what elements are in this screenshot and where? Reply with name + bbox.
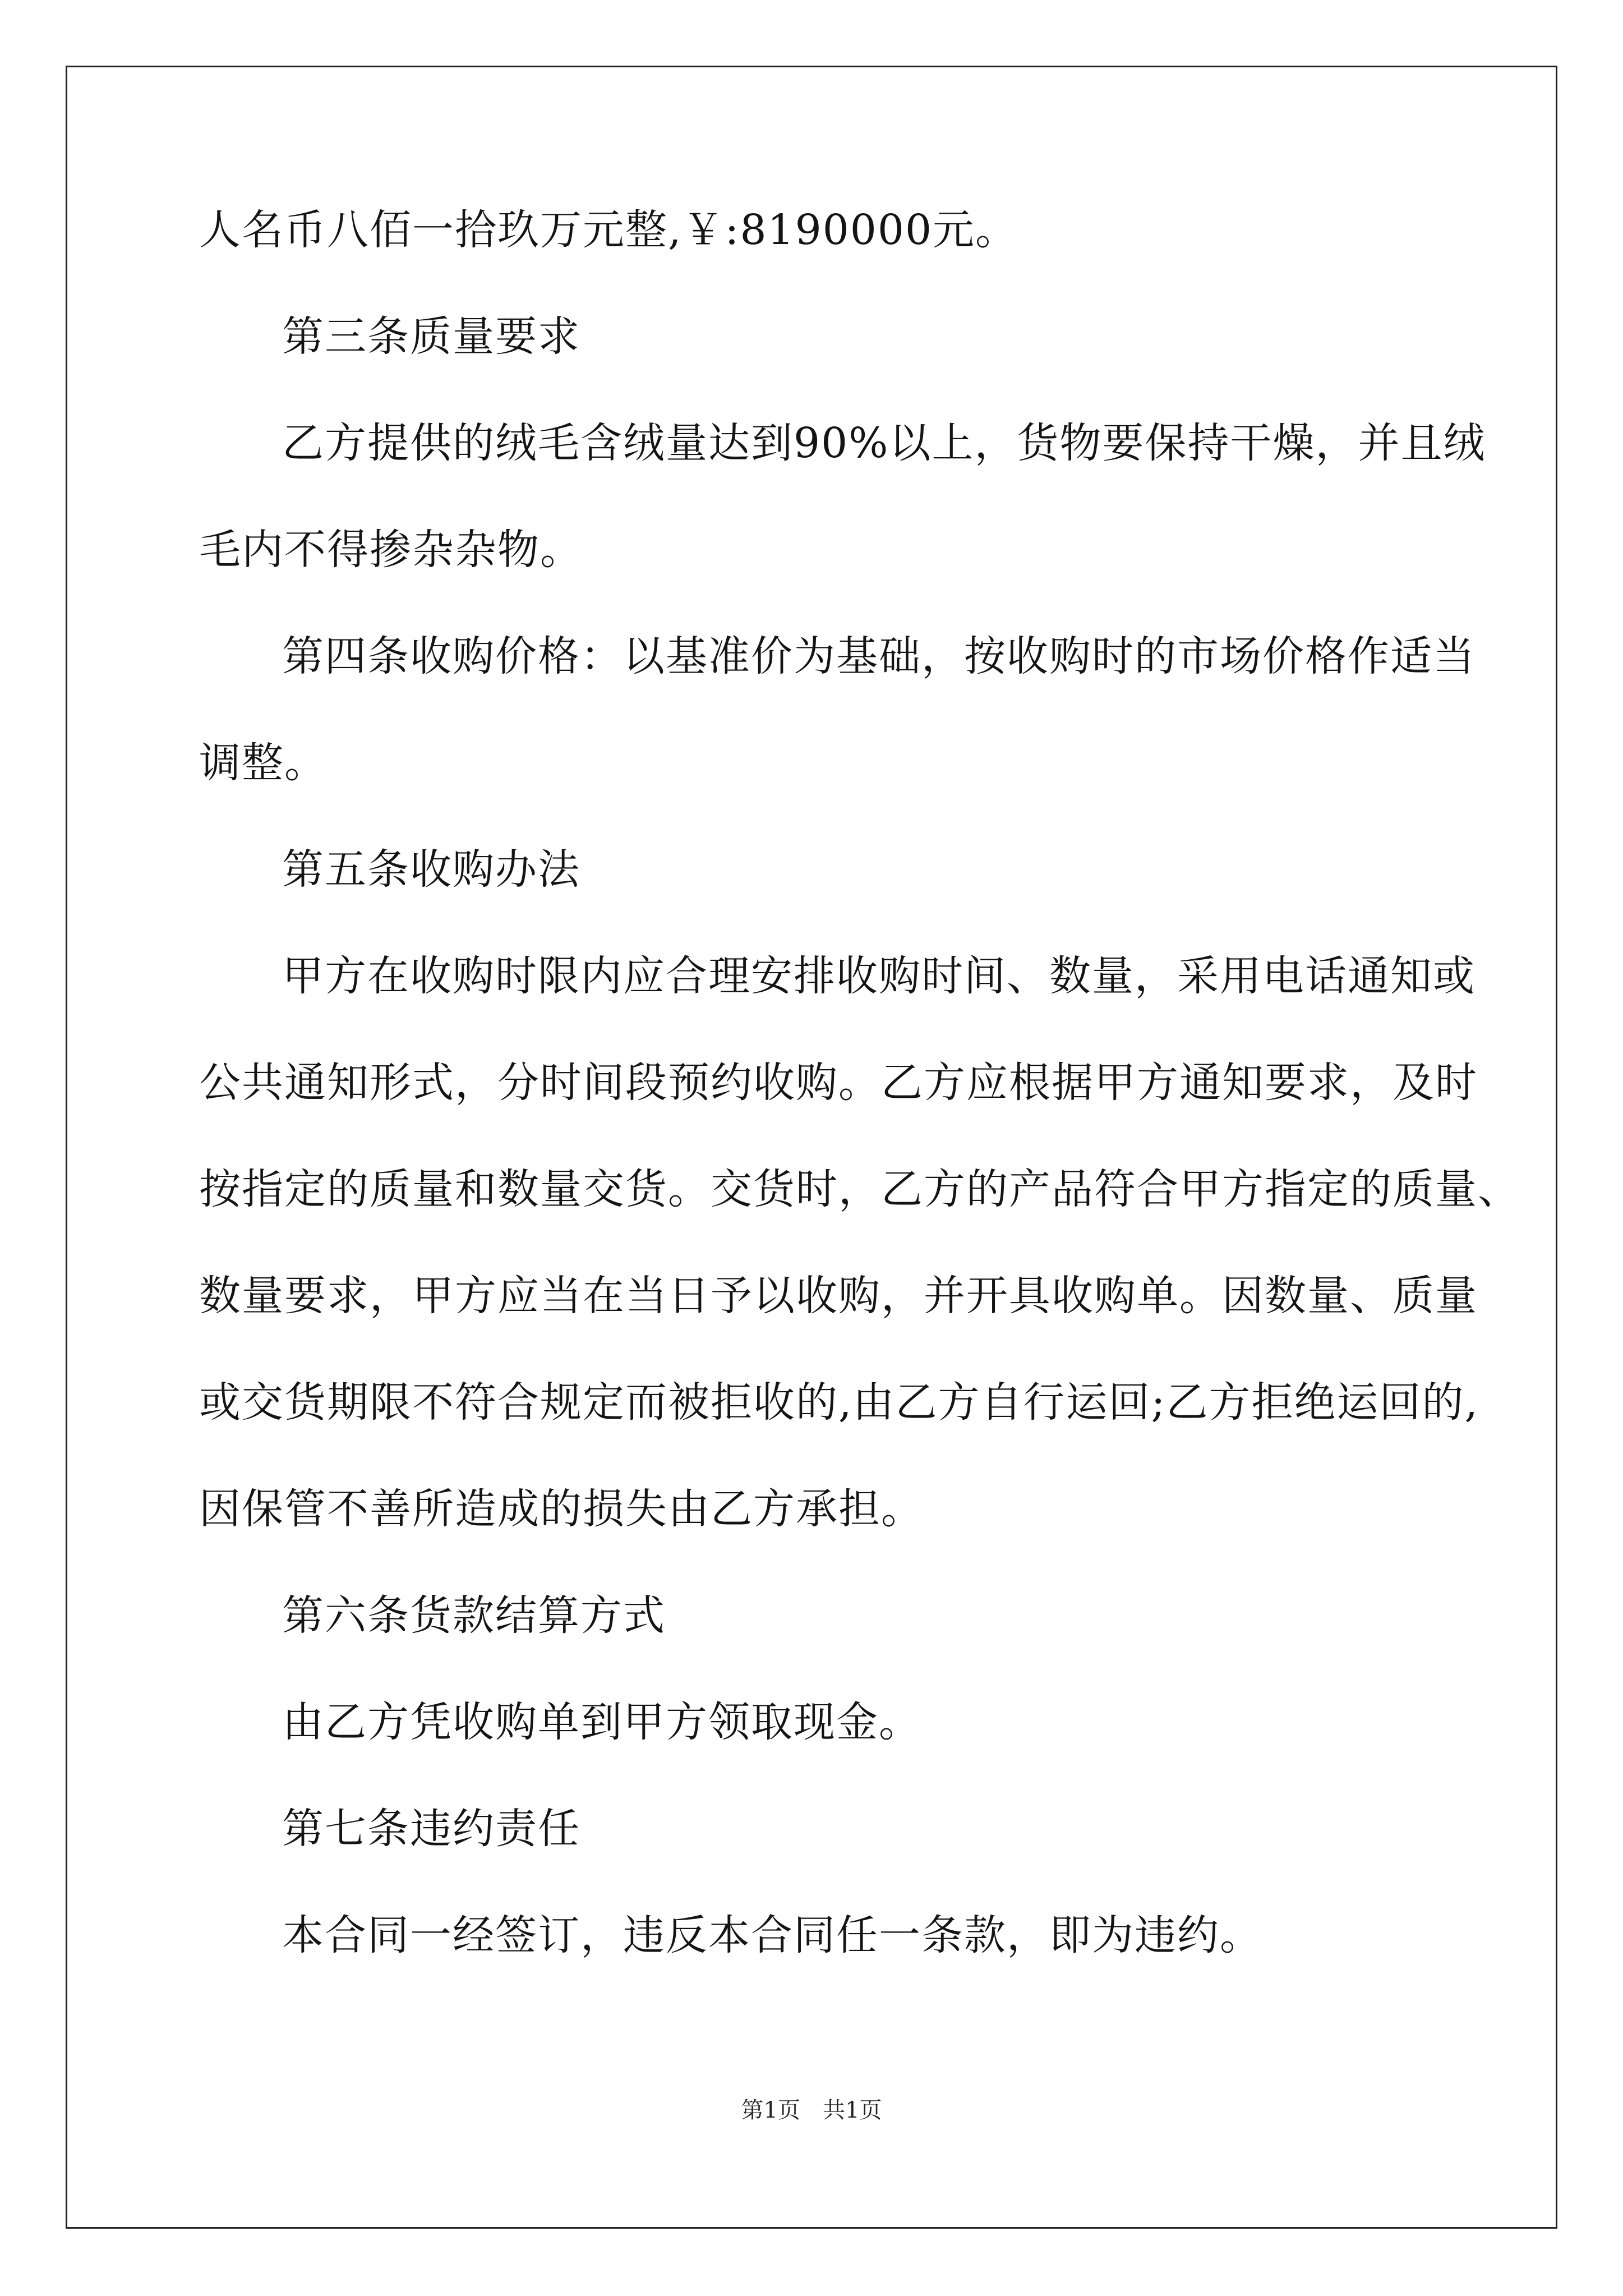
section-heading: 第六条货款结算方式 <box>282 1591 666 1640</box>
section-heading: 第五条收购办法 <box>282 845 580 894</box>
text-line: 公共通知形式，分时间段预约收购。乙方应根据甲方通知要求，及时 <box>199 1059 1478 1107</box>
text-line: 毛内不得掺杂杂物。 <box>199 526 583 574</box>
text-line: 数量要求，甲方应当在当日予以收购，并开具收购单。因数量、质量 <box>199 1272 1478 1320</box>
text-line: 甲方在收购时限内应合理安排收购时间、数量，采用电话通知或 <box>282 952 1476 1000</box>
section-heading: 第三条质量要求 <box>282 312 580 361</box>
text-line: 人名币八佰一拾玖万元整,￥:8190000元。 <box>199 206 1018 254</box>
text-line: 按指定的质量和数量交货。交货时，乙方的产品符合甲方指定的质量、 <box>199 1165 1520 1213</box>
text-line: 调整。 <box>199 739 327 787</box>
text-line: 因保管不善所造成的损失由乙方承担。 <box>199 1485 924 1533</box>
section-heading: 第四条收购价格：以基准价为基础，按收购时的市场价格作适当 <box>282 632 1476 680</box>
page-border <box>66 66 1557 2229</box>
text-line: 本合同一经签订，违反本合同任一条款，即为违约。 <box>282 1911 1262 1959</box>
page-number-footer: 第1页 共1页 <box>741 2097 882 2123</box>
text-line: 乙方提供的绒毛含绒量达到90%以上，货物要保持干燥，并且绒 <box>282 419 1486 467</box>
section-heading: 第七条违约责任 <box>282 1805 580 1853</box>
text-line: 或交货期限不符合规定而被拒收的,由乙方自行运回;乙方拒绝运回的, <box>199 1378 1479 1427</box>
text-line: 由乙方凭收购单到甲方领取现金。 <box>282 1698 921 1746</box>
